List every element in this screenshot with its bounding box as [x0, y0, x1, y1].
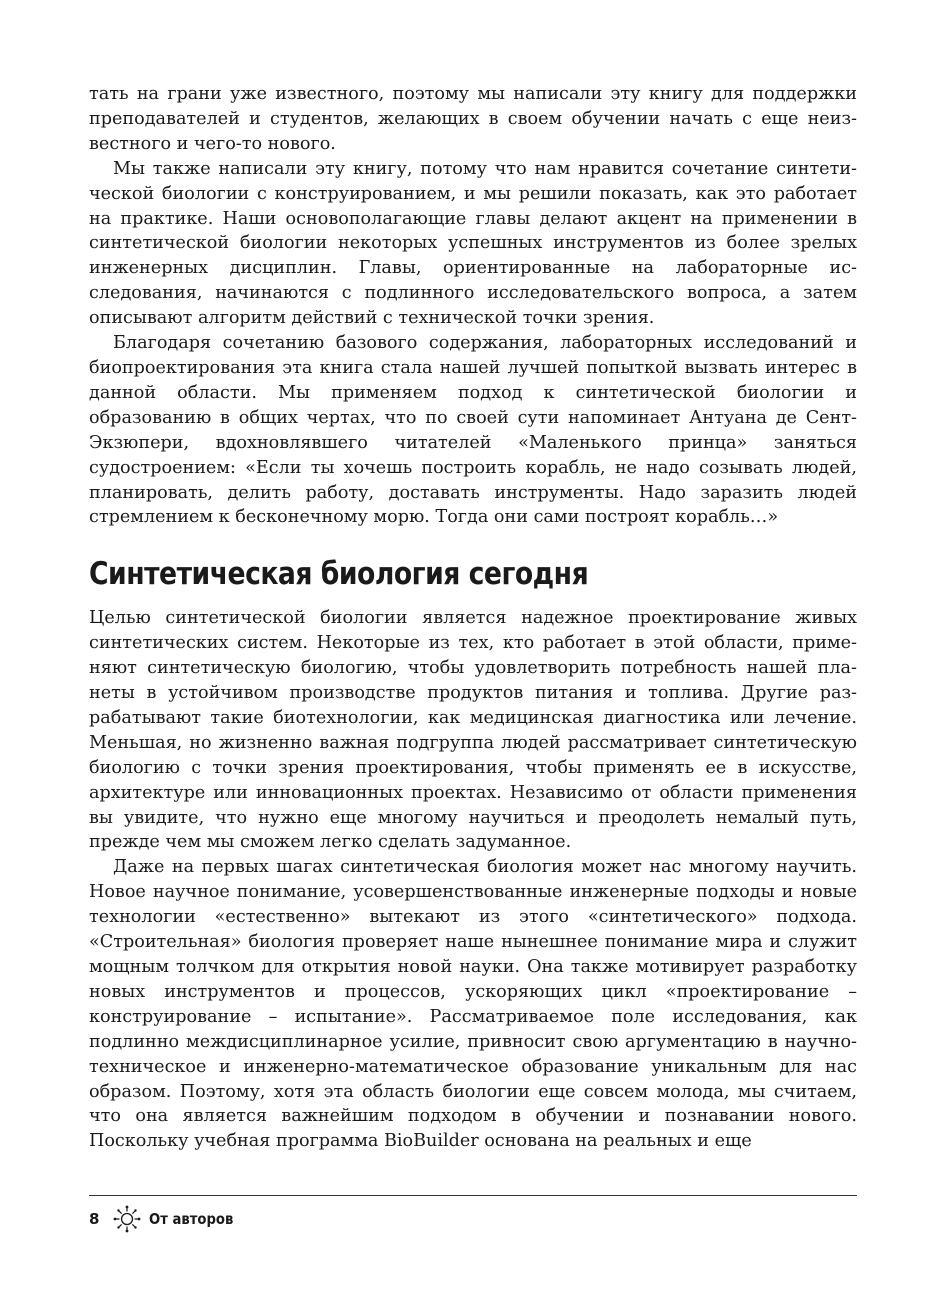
section-paragraph-1: Целью синтетической биологии является надежное проектирование живых синтетических систем. Некоторые из тех, кто работает в этой области, применяют синтетическую биологию, чтобы удовлетворить потребность нашей планеты в устойчивом производстве продуктов питания и топлива. Другие разрабатывают такие биотехнологии, как медицинская диагностика или лечение. Меньшая, но жизненно важная подгруппа людей рассматривает синтетическую биологию с точки зрения проектирования, чтобы применять ее в искусстве, архитектуре или инновационных проектах. Независимо от области применения вы увидите, что нужно еще многому научиться и преодолеть немалый путь, прежде чем мы сможем легко сделать задуманное.: [89, 608, 857, 853]
page-number: 8: [89, 1210, 100, 1228]
intro-paragraph-1: тать на грани уже известного, поэтому мы написали эту книгу для поддержки преподавателей и студентов, желающих в своем обучении начать с еще неизвестного и чего-то нового.: [89, 84, 857, 154]
section-paragraph-2: Даже на первых шагах синтетическая биология может нас многому научить. Новое научное понимание, усовершенствованные инженерные подходы и новые технологии «естественно» вытекают из этого «синтетического» подхода. «Строительная» биология проверяет наше нынешнее понимание мира и служит мощным толчком для открытия новой науки. Она также мотивирует разработку новых инструментов и процессов, ускоряющих цикл «проектирование – конструирование – испытание». Рассматриваемое поле исследования, как подлинно междисциплинарное усилие, привносит свою аргументацию в научно-техническое и инженерно-математическое образование уникальным для нас образом. Поэтому, хотя эта область биологии еще совсем молода, мы считаем, что она является важнейшим подходом в обучении и познавании нового. Поскольку учебная программа BioBuilder основана на реальных и еще: [89, 857, 857, 1152]
section-title: Синтетическая биология сегодня: [89, 556, 589, 593]
page-footer: [89, 1203, 245, 1235]
running-head: От авторов: [149, 1210, 234, 1228]
footer-rule: [89, 1195, 857, 1196]
page-content: [89, 82, 857, 1154]
intro-paragraph-2: Мы также написали эту книгу, потому что нам нравится сочетание синтетической биологии с конструированием, и мы решили показать, как это работает на практике. Наши основополагающие главы делают акцент на применении в синтетической биологии некоторых успешных инструментов из более зрелых инженерных дисциплин. Главы, ориентированные на лабораторные исследования, начинаются с подлинного исследовательского вопроса, а затем описывают алгоритм действий с технической точки зрения.: [89, 158, 857, 329]
sun-icon: [113, 1205, 141, 1233]
intro-paragraph-3: Благодаря сочетанию базового содержания, лабораторных исследований и биопроектирования эта книга стала нашей лучшей попыткой вызвать интерес в данной области. Мы применяем подход к синтетической биологии и образованию в общих чертах, что по своей сути напоминает Антуана де Сент-Экзюпери, вдохновлявшего читателей «Маленького принца» заняться судостроением: «Если ты хочешь построить корабль, не надо созывать людей, планировать, делить работу, доставать инструменты. Надо заразить людей стремлением к бесконечному морю. Тогда они сами построят корабль…»: [89, 333, 857, 528]
